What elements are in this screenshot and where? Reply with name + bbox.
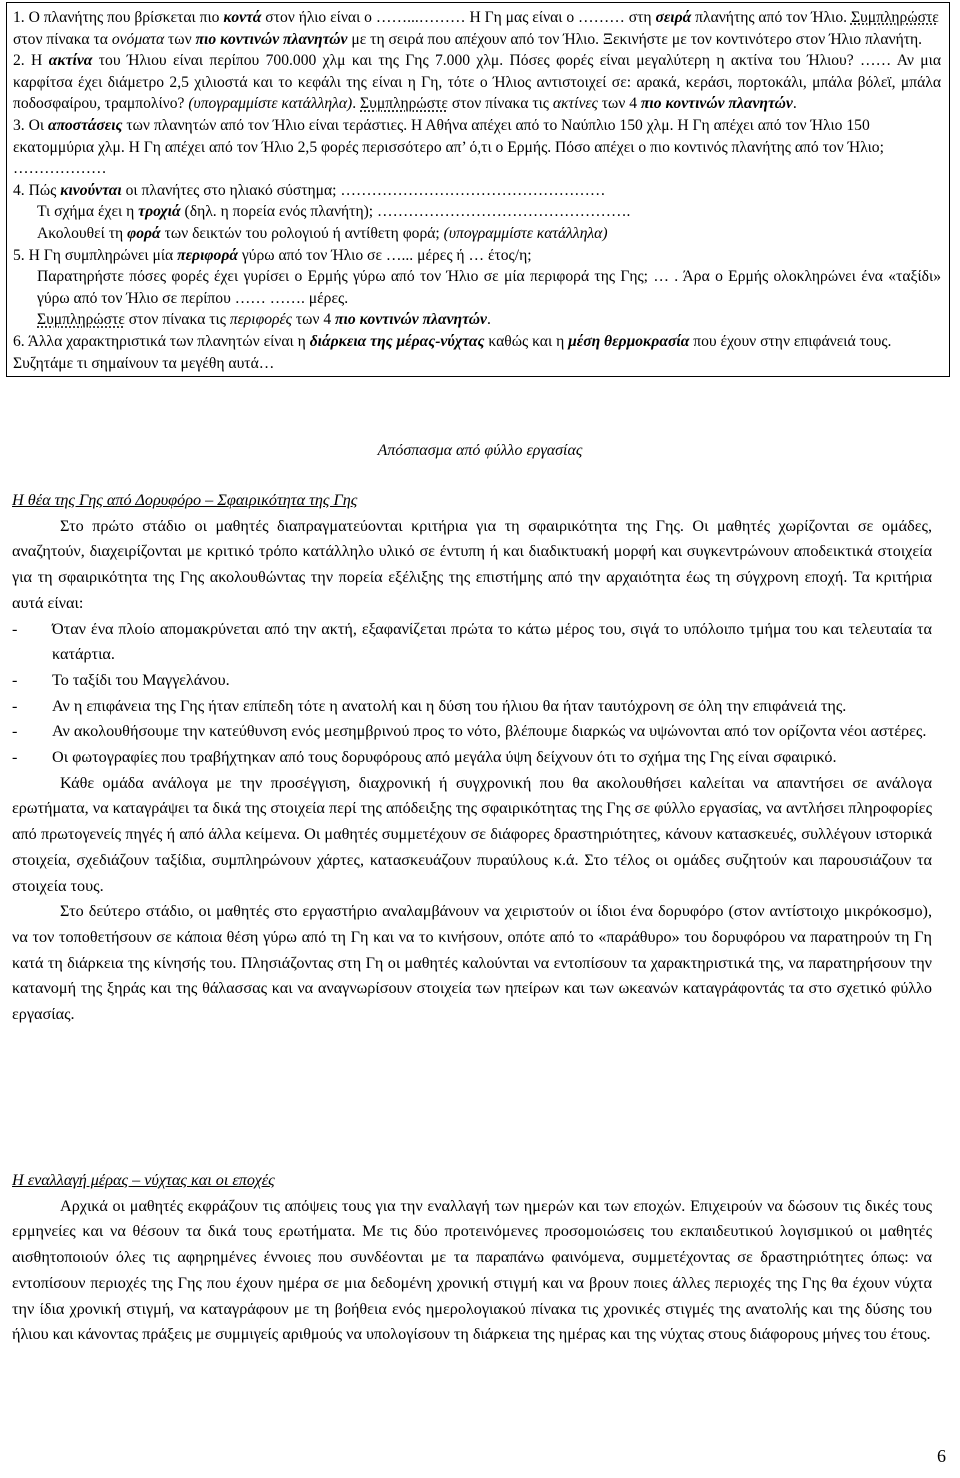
paragraph: Στο πρώτο στάδιο οι μαθητές διαπραγματεύονται κριτήρια για τη σφαιρικότητα της Γης. Οι μαθητές χωρίζονται σε ομάδες, αναζητούν, διαχειρίζονται με κριτικό τρόπο κατάλληλο υλικό σε έντυπη ή και διαδικτυακή μορφή και συγκεντρώνουν αποδεικτικά στοιχεία για τη σφαιρικότητα της Γης ακολουθώντας την πορεία εξέλιξης της επιστήμης από την αρχαιότητα έως τη σύγχρονη εποχή. Τα κριτήρια αυτά είναι: bbox=[12, 516, 932, 612]
section-title: Η θέα της Γης από Δορυφόρο – Σφαιρικότητα της Γης bbox=[12, 491, 358, 509]
worksheet-item-5-mercury: Παρατηρήστε πόσες φορές έχει γυρίσει ο Ερμής γύρω από τον Ήλιο σε μία περιφορά της Γης; … . Άρα ο Ερμής ολοκληρώνει ένα «ταξίδι» γύρω από τον Ήλιο σε περίπου …… ……. μέρες. bbox=[37, 268, 941, 307]
list-item: - Οι φωτογραφίες που τραβήχτηκαν από τους δορυφόρους από μεγάλα ύψη δείχνουν ότι το σχήμα της Γης είναι σφαιρικό. bbox=[12, 748, 837, 767]
paragraph: Κάθε ομάδα ανάλογα με την προσέγγιση, διαχρονική ή συγχρονική που θα ακολουθήσει καλείται να απαντήσει σε ανάλογα ερωτήματα, να καταγράψει τα δικά της στοιχεία περί της απόδειξης της σφαιρικότητας της Γης σε φύλλο εργασίας, να αντλήσει πληροφορίες από πρωτογενείς πηγές ή από άλλα κείμενα. Οι μαθητές συμμετέχουν σε διάφορες δραστηριότητες, κάνουν κατασκευές, συλλέγουν ιστορικά στοιχεία, σχεδιάζουν ταξίδια, συμπληρώνουν χάρτες, κατασκευάζουν πυραύλους κ.ά. Στο τέλος οι ομάδες συζητούν και παρουσιάζουν τα στοιχεία τους. bbox=[12, 773, 932, 895]
page-number: 6 bbox=[937, 1446, 946, 1466]
list-item: - Όταν ένα πλοίο απομακρύνεται από την ακτή, εξαφανίζεται πρώτα το κάτω μέρος του, σιγά το υπόλοιπο τμήμα του και τελευταία τα κατάρτια. bbox=[12, 619, 932, 664]
worksheet-item-5: 5. Η Γη συμπληρώνει μία περιφορά γύρω από τον Ήλιο σε …... μέρες ή … έτος/η; bbox=[13, 246, 532, 264]
worksheet-item-4-orbit: Τι σχήμα έχει η τροχιά (δηλ. η πορεία ενός πλανήτη); …………………………………………. bbox=[37, 203, 631, 221]
section-day-night bbox=[12, 1168, 932, 1348]
list-item: - Αν ακολουθήσουμε την κατεύθυνση ενός μεσημβρινού προς το νότο, βλέπουμε διαρκώς να υψώνονται από τον ορίζοντα νέοι αστέρες. bbox=[12, 722, 927, 741]
worksheet-item-2: 2. Η ακτίνα του Ήλιου είναι περίπου 700.000 χλμ και της Γης 7.000 χλμ. Πόσες φορές είναι μεγαλύτερη η ακτίνα του Ήλιου? …… Αν μια καρφίτσα έχει διάμετρο 2,5 χιλιοστά και το κεφάλι της είναι η Γη, τότε ο Ήλιος αντιστοιχεί σε: αρακά, κεράσι, πορτοκάλι, μπάλα βόλεϊ, μπάλα ποδοσφαίρου, τραμπολίνο? (υπογραμμίστε κατάλληλα). Συμπληρώστε στον πίνακα τις ακτίνες των 4 πιο κοντινών πλανητών. bbox=[13, 52, 941, 113]
list-item: - Το ταξίδι του Μαγγελάνου. bbox=[12, 670, 230, 689]
worksheet-item-1: 1. Ο πλανήτης που βρίσκεται πιο κοντά στον ήλιο είναι ο ……...……… Η Γη μας είναι ο ……… στη σειρά πλανήτης από τον Ήλιο. Συμπληρώστε στον πίνακα τα ονόματα των πιο κοντινών πλανητών με τη σειρά που απέχουν από τον Ήλιο. Ξεκινήστε με τον κοντινότερο στον Ήλιο πλανήτη. bbox=[13, 9, 939, 48]
paragraph: Αρχικά οι μαθητές εκφράζουν τις απόψεις τους για την εναλλαγή των ημερών και των εποχών. Επιχειρούν να δώσουν τις δικές τους ερμηνείες και να θέσουν τα δικά τους ερωτήματα. Με τις δύο προτεινόμενες προσομοιώσεις του εκπαιδευτικού λογισμικού οι μαθητές αισθητοποιούν όλες τις αφηρημένες έννοιες που συνδέονται με τα παραπάνω φαινόμενα, συμμετέχοντας σε δραστηριότητες όπως: να εντοπίσουν περιοχές της Γης που έχουν ημέρα σε μια δεδομένη χρονική στιγμή και να βρουν ποιες άλλες περιοχές της Γης θα έχουν νύχτα την ίδια χρονική στιγμή, να καταγράφουν με τη βοήθεια ενός ημερολογιακού πίνακα τις χρονικές στιγμές της ανατολής και της δύσης του ήλιου και κάνοντας πράξεις με συμμιγείς αριθμούς να υπολογίσουν τη διάρκεια της ημέρας και της νύχτας στους διάφορους μήνες του έτους. bbox=[12, 1196, 932, 1344]
section-sphericity bbox=[12, 488, 932, 1028]
worksheet-item-4: 4. Πώς κινούνται οι πλανήτες στο ηλιακό σύστημα; …………………………………………… bbox=[13, 181, 606, 199]
worksheet-box bbox=[6, 2, 950, 377]
worksheet-item-6: 6. Άλλα χαρακτηριστικά των πλανητών είναι η διάρκεια της μέρας-νύχτας καθώς και η μέση θερμοκρασία που έχουν στην επιφάνειά τους. Συζητάμε τι σημαίνουν τα μεγέθη αυτά… bbox=[13, 332, 892, 372]
worksheet-caption: Απόσπασμα από φύλλο εργασίας bbox=[377, 442, 583, 459]
worksheet-item-3: 3. Οι αποστάσεις των πλανητών από τον Ήλιο είναι τεράστιες. Η Αθήνα απέχει από το Ναύπλιο 150 χλμ. Η Γη απέχει από τον Ήλιο 150 εκατομμύρια χλμ. Η Γη απέχει από τον Ήλιο 2,5 φορές περισσότερο απ’ ό,τι ο Ερμής. Πόσο απέχει ο πιο κοντινός πλανήτης από τον Ήλιο; ……………… bbox=[13, 116, 884, 178]
paragraph: Στο δεύτερο στάδιο, οι μαθητές στο εργαστήριο αναλαμβάνουν να χειριστούν οι ίδιοι ένα δορυφόρο (στον αντίστοιχο μικρόκοσμο), να τον τοποθετήσουν σε κάποια θέση γύρω από τη Γη και να το κινήσουν, οπότε από το «παράθυρο» του δορυφόρου να παρατηρούν τη Γη κατά τη διάρκεια της κίνησής του. Πλησιάζοντας στη Γη οι μαθητές καλούνται να εντοπίσουν τα χαρακτηριστικά της, να παρατηρήσουν την κατανομή της ξηράς και της θάλασσας και να αναγνωρίσουν στοιχεία των ηπείρων και των ωκεανών καταγράφοντάς τα στο σχετικό φύλλο εργασίας. bbox=[12, 902, 932, 1024]
section-title: Η εναλλαγή μέρας – νύχτας και οι εποχές bbox=[12, 1171, 275, 1189]
list-item: - Αν η επιφάνεια της Γης ήταν επίπεδη τότε η ανατολή και η δύση του ήλιου θα ήταν ταυτόχρονη σε όλη την επιφάνειά της. bbox=[12, 696, 847, 715]
worksheet-item-4-direction: Ακολουθεί τη φορά των δεικτών του ρολογιού ή αντίθετη φορά; (υπογραμμίστε κατάλληλα) bbox=[37, 224, 608, 242]
worksheet-item-5-fill: Συμπληρώστε στον πίνακα τις περιφορές των 4 πιο κοντινών πλανητών. bbox=[37, 311, 491, 329]
